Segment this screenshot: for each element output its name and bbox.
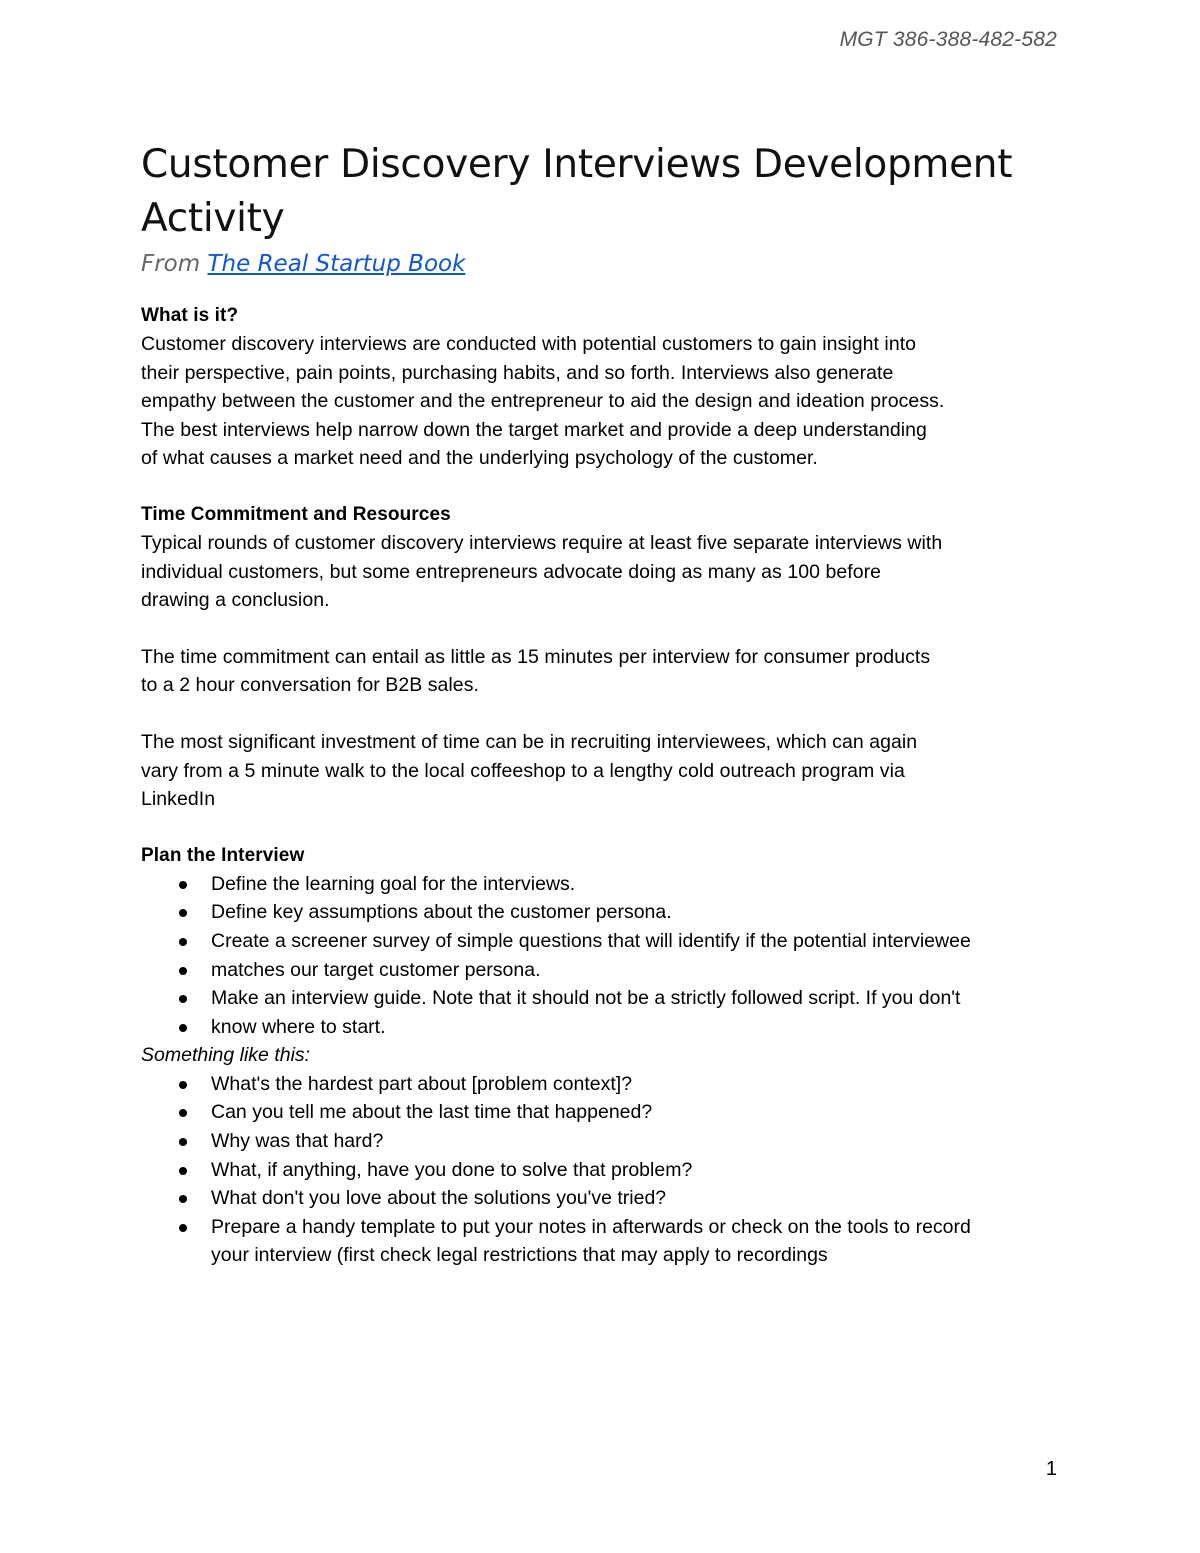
section-heading-what-is-it: What is it? <box>141 305 239 326</box>
list-item: What, if anything, have you done to solve that problem? <box>141 1156 1071 1185</box>
list-item: What don't you love about the solutions you've tried? <box>141 1184 1071 1213</box>
course-code-header: MGT 386-388-482-582 <box>839 28 1057 51</box>
section-heading-time-commitment: Time Commitment and Resources <box>141 503 451 525</box>
list-item: matches our target customer persona. <box>141 956 1071 985</box>
list-item: know where to start. <box>141 1013 1071 1042</box>
source-book-link[interactable]: The Real Startup Book <box>207 251 466 277</box>
paragraph-line: The time commitment can entail as little as 15 minutes per interview for consumer products <box>141 645 931 668</box>
bullet-icon <box>179 1167 187 1175</box>
paragraph-line: individual customers, but some entrepreneurs advocate doing as many as 100 before <box>141 560 882 583</box>
list-item: Prepare a handy template to put your notes in afterwards or check on the tools to record your interview (first check legal restrictions that may apply to recordings <box>141 1213 1071 1270</box>
bullet-icon <box>179 938 187 946</box>
paragraph-line: The best interviews help narrow down the target market and provide a deep understanding <box>141 418 927 441</box>
what-is-it-paragraph <box>141 330 1071 473</box>
paragraph-line: to a 2 hour conversation for B2B sales. <box>141 674 479 697</box>
time-commitment-paragraph-1 <box>141 529 1071 615</box>
bullet-icon <box>179 1024 187 1032</box>
list-item: Define key assumptions about the customer persona. <box>141 898 1071 927</box>
list-item: Why was that hard? <box>141 1127 1071 1156</box>
paragraph-line: LinkedIn <box>141 788 216 811</box>
time-commitment-paragraph-3 <box>141 728 1071 814</box>
document-subtitle <box>141 248 1071 280</box>
bullet-icon <box>179 967 187 975</box>
list-item: Define the learning goal for the interviews. <box>141 870 1071 899</box>
list-item: What's the hardest part about [problem context]? <box>141 1070 1071 1099</box>
list-item: Create a screener survey of simple questions that will identify if the potential interviewee <box>141 927 1071 956</box>
bullet-icon <box>179 881 187 889</box>
subtitle-prefix: From <box>141 251 201 277</box>
document-body <box>141 138 1071 1270</box>
page-number: 1 <box>1045 1458 1057 1480</box>
time-commitment-paragraph-2 <box>141 643 1071 700</box>
bullet-icon <box>179 995 187 1003</box>
list-item: Can you tell me about the last time that happened? <box>141 1098 1071 1127</box>
bullet-icon <box>179 1138 187 1146</box>
plan-bullet-list <box>141 870 1071 1042</box>
paragraph-line: Typical rounds of customer discovery interviews require at least five separate interviews with <box>141 531 943 554</box>
paragraph-line: The most significant investment of time can be in recruiting interviewees, which can again <box>141 730 918 753</box>
bullet-icon <box>179 1195 187 1203</box>
bullet-icon <box>179 1081 187 1089</box>
paragraph-line: of what causes a market need and the underlying psychology of the customer. <box>141 447 818 470</box>
paragraph-line: vary from a 5 minute walk to the local coffeeshop to a lengthy cold outreach program via <box>141 759 905 782</box>
paragraph-line: their perspective, pain points, purchasing habits, and so forth. Interviews also generate <box>141 361 894 384</box>
document-title: Customer Discovery Interviews Development Activity <box>141 142 1013 241</box>
bullet-icon <box>179 909 187 917</box>
section-heading-plan-interview: Plan the Interview <box>141 844 305 866</box>
bullet-icon <box>179 1109 187 1117</box>
example-questions-list <box>141 1070 1071 1270</box>
example-label: Something like this: <box>141 1044 311 1067</box>
paragraph-line: empathy between the customer and the entrepreneur to aid the design and ideation process. <box>141 390 945 413</box>
paragraph-line: drawing a conclusion. <box>141 589 330 612</box>
list-item: Make an interview guide. Note that it should not be a strictly followed script. If you don't <box>141 984 1071 1013</box>
paragraph-line: Customer discovery interviews are conducted with potential customers to gain insight into <box>141 333 917 355</box>
bullet-icon <box>179 1224 187 1232</box>
